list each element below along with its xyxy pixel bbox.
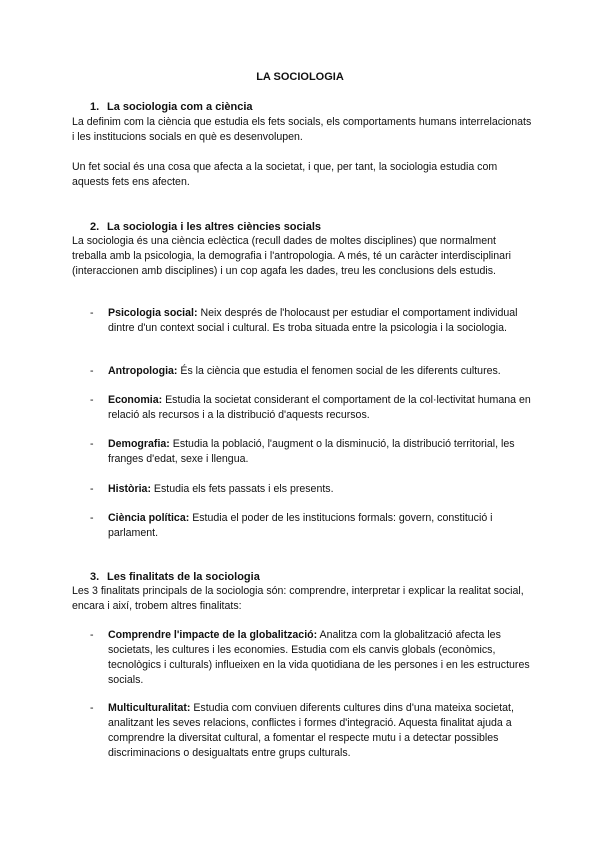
- item-text: Estudia la població, l'augment o la disminució, la distribució territorial, les franges d'edat, sexe i llengua.: [108, 438, 515, 465]
- section-number: 3.: [90, 571, 100, 583]
- section-title: Les finalitats de la sociologia: [107, 571, 260, 583]
- item-term: Antropologia:: [108, 365, 178, 377]
- section-2-paragraph-1: La sociologia és una ciència eclèctica (recull dades de moltes disciplines) que normalment treballa amb la psicologia, la demografia i l'antropologia. A més, té un caràcter interdisciplinari (interaccionen amb disciplines) i un cop agafa les dades, treu les conclusions dels estudis.: [72, 235, 511, 277]
- item-term: Ciència política:: [108, 512, 190, 524]
- bullet-dash: -: [90, 365, 94, 377]
- section-1-paragraph-1: La definim com la ciència que estudia els fets socials, els comportaments humans interrelacionats i les institucions socials en què es desenvolupen.: [72, 116, 532, 143]
- item-text: Estudia la societat considerant el comportament de la col·lectivitat humana en relació als recursos i a la distribució d'aquests recursos.: [108, 394, 531, 421]
- bullet-dash: -: [90, 702, 94, 714]
- section-3-paragraph-1: Les 3 finalitats principals de la sociologia són: comprendre, interpretar i explicar la realitat social, encara i així, trobem altres finalitats:: [72, 585, 524, 612]
- item-term: Història:: [108, 483, 151, 495]
- item-text: Estudia com conviuen diferents cultures dins d'una mateixa societat, analitzant les seves relacions, conflictes i formes d'integració. Aquesta finalitat ajuda a comprendre la diversitat cultural, a fomentar el respecte mutu i a detectar possibles discriminacions o desigualtats entre grups culturals.: [108, 702, 514, 759]
- bullet-dash: -: [90, 307, 94, 319]
- document-title: LA SOCIOLOGIA: [256, 71, 344, 83]
- bullet-dash: -: [90, 512, 94, 524]
- item-text: És la ciència que estudia el fenomen social de les diferents cultures.: [177, 365, 501, 377]
- section-2-heading: [90, 220, 321, 235]
- item-text: Neix després de l'holocaust per estudiar el comportament individual dintre d'un context social i cultural. Es troba situada entre la psicologia i la sociologia.: [108, 307, 518, 334]
- section-number: 2.: [90, 221, 100, 233]
- section-title: La sociologia i les altres ciències socials: [107, 221, 321, 233]
- bullet-dash: -: [90, 483, 94, 495]
- item-term: Comprendre l'impacte de la globalització:: [108, 629, 318, 641]
- section-1-heading: [90, 100, 253, 115]
- item-text: Analitza com la globalització afecta les societats, les cultures i les economies. Estudia com els canvis globals (econòmics, tecnològics i culturals) influeixen en la vida quotidiana de les persones i en les estructures socials.: [108, 629, 530, 686]
- section-3-heading: [90, 570, 260, 585]
- section-number: 1.: [90, 101, 100, 113]
- bullet-dash: -: [90, 438, 94, 450]
- section-1-paragraph-2: Un fet social és una cosa que afecta a la societat, i que, per tant, la sociologia estudia com aquests fets ens afecten.: [72, 161, 498, 188]
- item-term: Multiculturalitat:: [108, 702, 191, 714]
- item-term: Economia:: [108, 394, 163, 406]
- item-term: Psicologia social:: [108, 307, 198, 319]
- item-term: Demografia:: [108, 438, 170, 450]
- section-title: La sociologia com a ciència: [107, 101, 253, 113]
- item-text: Estudia els fets passats i els presents.: [150, 483, 334, 495]
- bullet-dash: -: [90, 629, 94, 641]
- bullet-dash: -: [90, 394, 94, 406]
- item-text: Estudia el poder de les institucions formals: govern, constitució i parlament.: [108, 512, 493, 539]
